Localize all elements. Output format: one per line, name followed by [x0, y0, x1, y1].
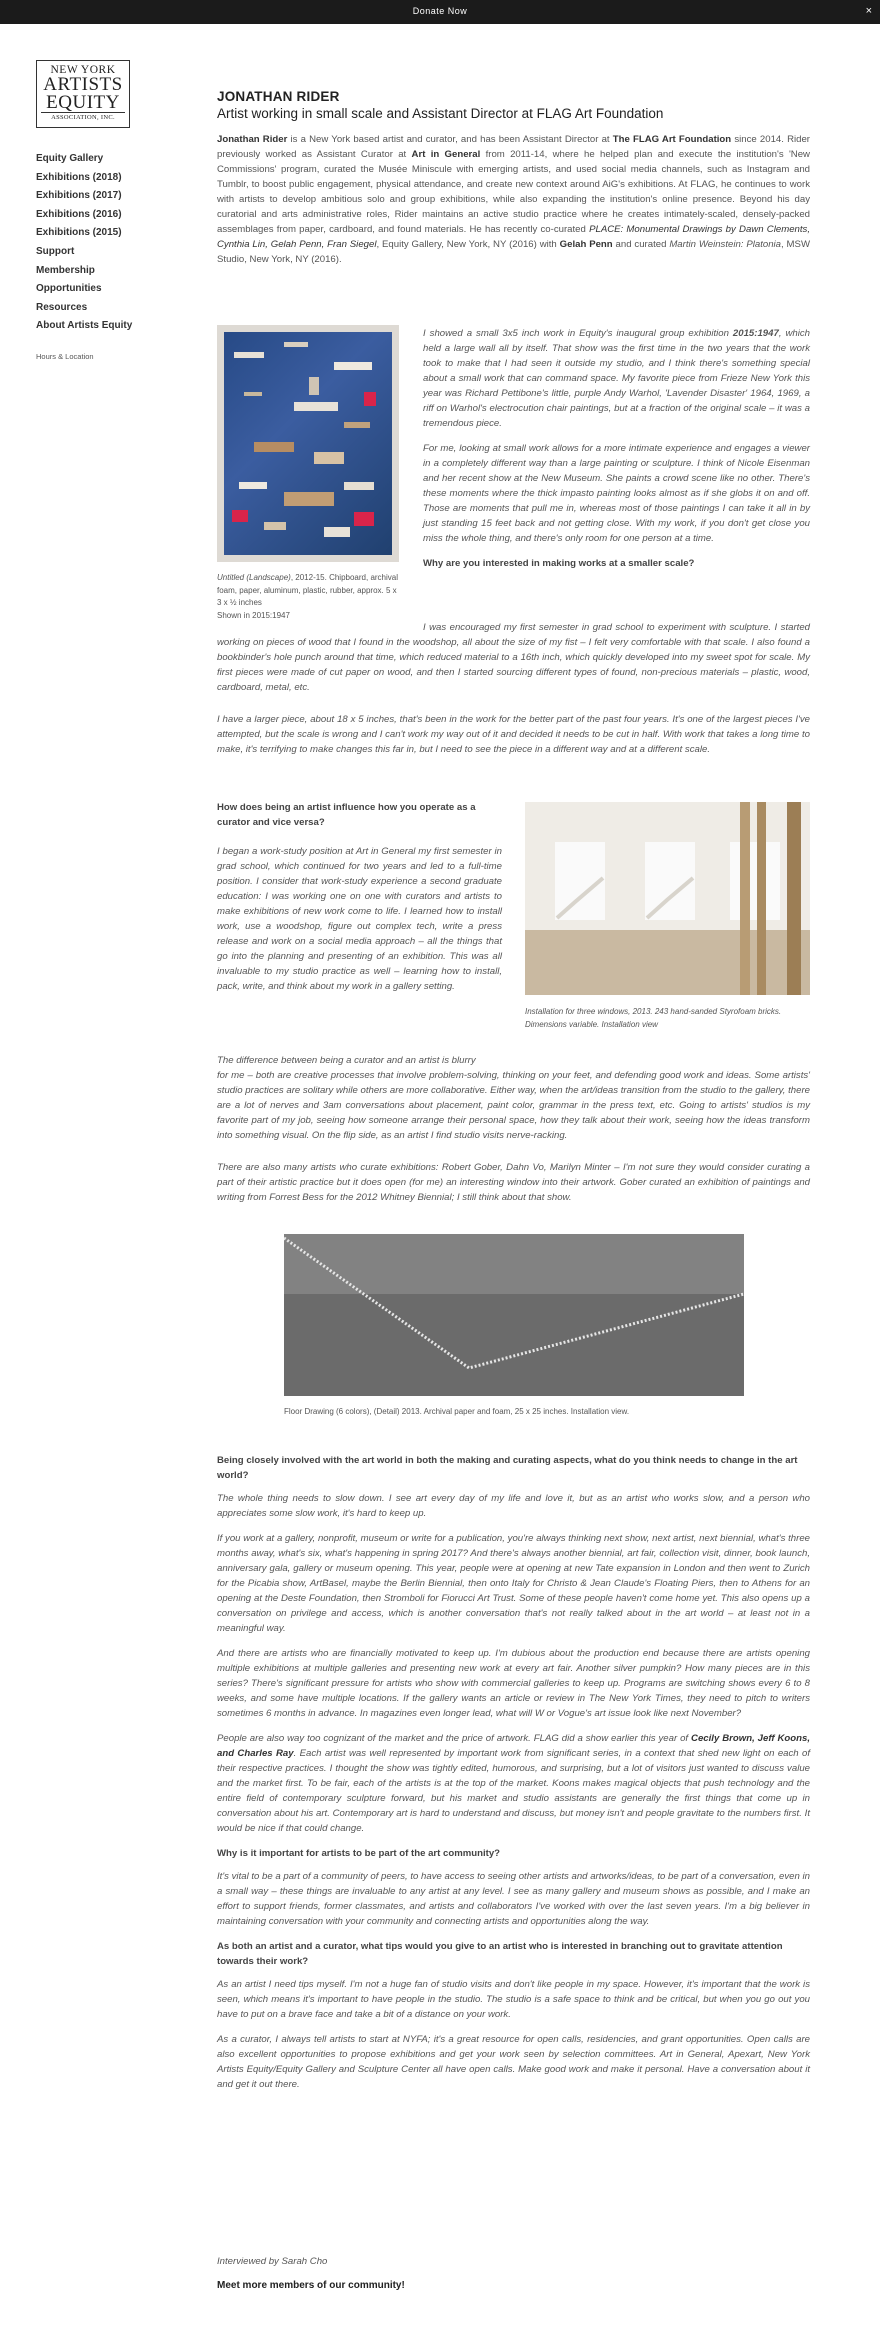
sidebar-nav: [36, 150, 166, 361]
nav-item-exhibitions-2017[interactable]: Exhibitions (2017): [36, 190, 122, 202]
p1-show-name: 2015:1947: [732, 328, 779, 339]
paragraph-13: As an artist I need tips myself. I'm not a huge fan of studio visits and don't like people in my space. However, it's important that the work is seen, which means it's important to have people in the studio. The studio is a safe space to think and be critical, but when you go out you have to put on a brave face and take a bit of a distance on your work.: [217, 1979, 810, 2020]
paragraph-8: The whole thing needs to slow down. I see art every day of my life and love it, but as an artist who works slow, and a person who appreciates some slow work, it's hard to keep up.: [217, 1493, 810, 1519]
nav-item-opportunities[interactable]: Opportunities: [36, 283, 102, 295]
bio-show-title-2: Martin Weinstein: Platonia: [669, 239, 782, 250]
caption-1-shown: Shown in 2015:1947: [217, 610, 290, 620]
meet-members-link[interactable]: Meet more members of our community!: [217, 2280, 405, 2291]
question-2: How does being an artist influence how you operate as a curator and vice versa?: [217, 802, 476, 828]
paragraph-3: I was encouraged my first semester in grad school to experiment with sculpture. I started working on pieces of wood that I found in the woodshop, all about the size of my fist – I felt very comfortable with that scale. I also found a bookbinder's hole punch around that time, which reduced material to a 16th inch, which quickly developed into my sweet spot for scale. My first pieces were made of cut paper on wood, and then I started sourcing different types of found, non-precious materials – plastic, wood, cardboard, metal, etc.: [217, 622, 810, 693]
floor-drawing: [284, 1234, 744, 1396]
paragraph-14: As a curator, I always tell artists to start at NYFA; it's a great resource for open calls, residencies, and grant opportunities. Open calls are also excellent opportunities to propose exhibitions and get your work seen by selection committees. Art in General, Apexart, New York Artists Equity/Equity Gallery and Sculpture Center all have open calls. Make good work and make it personal. Have a conversation about it and get it out there.: [217, 2034, 810, 2090]
bio-show-title: PLACE: Monumental Drawings by Dawn Clements, Cynthia Lin, Gelah Penn, Fran Siegel: [217, 224, 810, 250]
page-title: JONATHAN RIDER: [217, 89, 340, 104]
nav-item-support[interactable]: Support: [36, 245, 75, 257]
bio-link-flag[interactable]: The FLAG Art Foundation: [612, 134, 732, 145]
logo-line-2: ARTISTS: [43, 74, 123, 95]
paragraph-9: If you work at a gallery, nonprofit, museum or write for a publication, you're always thinking next show, next artist, next biennial, what's three months away, what's six, what's happening in spring 2017? And there's always another biennial, art fair, collection visit, dinner, book launch, anniversary gala, gallery or museum opening. This year, people were at opening at new Tate expansion in London and then went to Zurich for the Picabia show, ArtBasel, maybe the Berlin Biennial, then onto Italy for Christo & Jean Claude's Floating Piers, then to Athens for an opening at the Deste Foundation, then Stromboli for Fiorucci Art Trust. Some of these people haven't come home yet. This also opens up a conversation on privilege and access, which is another conversation that's not really talked about in the art world – at least not in a meaningful way.: [217, 1533, 810, 1634]
artwork-image-untitled-landscape: [217, 325, 399, 562]
nav-item-membership[interactable]: Membership: [36, 264, 95, 276]
nav-item-about[interactable]: About Artists Equity: [36, 320, 133, 332]
nav-item-exhibitions-2016[interactable]: Exhibitions (2016): [36, 208, 122, 220]
p11-artists: Cecily Brown, Jeff Koons, and Charles Ray: [217, 1733, 810, 1759]
artwork-caption-3: Floor Drawing (6 colors), (Detail) 2013. Archival paper and foam, 25 x 25 inches. Installation view.: [284, 1407, 630, 1416]
assemblage-pattern: [224, 332, 392, 555]
paragraph-4: I have a larger piece, about 18 x 5 inches, that's been in the work for the better part of the past four years. It's one of the largest pieces I've attempted, but the scale is wrong and I can't work my way out of it and decided it needs to be cut in half. With work that takes a long time to make, it's terrifying to make changes this far in, but I need to see the piece in a different way and at a different scale.: [217, 714, 810, 755]
p11-text-c: . Each artist was well represented by important work from significant series, in a context that shed new light on each of their respective practices. I thought the show was tightly edited, humorous, and surprising, but a lot of visitors just wanted to discuss value and the market first. To be fair, each of the artists is at the top of the market. Koons makes magical objects that push technology and the entire field of contemporary sculpture forward, but his market and studio assistants are generally the first things that come up in conversation about his art. Contemporary art is hard to understand and discuss, but money isn't and people gravitate to the numbers first. It would be nice if that could change.: [217, 1748, 810, 1834]
caption-1-title: Untitled (Landscape): [217, 573, 291, 582]
p1-text-a: I showed a small 3x5 inch work in Equity's inaugural group exhibition: [423, 328, 733, 339]
bio-text-4: , Equity Gallery, New York, NY (2016) with: [376, 239, 560, 250]
question-5: As both an artist and a curator, what tips would you give to an artist who is interested in branching out to gravitate attention towards their work?: [217, 1941, 783, 1967]
bio-name: Jonathan Rider: [217, 134, 288, 145]
caption-1-details: , 2012-15. Chipboard, archival foam, paper, aluminum, plastic, rubber, approx. 5 x 3 x ½ inches: [217, 573, 399, 607]
installation-image-three-windows: [525, 802, 810, 995]
logo-line-4: ASSOCIATION, INC.: [41, 112, 125, 122]
logo[interactable]: [36, 60, 130, 128]
answer-block-1: [423, 326, 810, 571]
bio-text-2: since 2014. Rider previously worked as Assistant Curator at: [217, 134, 810, 160]
question-1: Why are you interested in making works at a smaller scale?: [423, 558, 695, 569]
article: [217, 88, 810, 267]
donate-now-link[interactable]: Donate Now: [412, 6, 468, 16]
bio-link-penn[interactable]: Gelah Penn: [559, 239, 613, 250]
paragraph-6-lead: The difference between being a curator and an artist is blurry: [217, 1055, 476, 1066]
question-3: Being closely involved with the art world in both the making and curating aspects, what do you think needs to change in the art world?: [217, 1455, 798, 1481]
p11-text-a: People are also way too cognizant of the market and the price of artwork. FLAG did a show earlier this year of: [217, 1733, 692, 1744]
paragraph-5: I began a work-study position at Art in General my first semester in grad school, which continued for two years and led to a full-time position. I consider that work-study experience a second graduate education: I was working one on one with curators and artists to make exhibitions of new work come to life. I learned how to install work, use a woodshop, figure out complex tech, write a press release and work on a social media approach – all the things that go into the planning and presenting of an exhibition. This was all invaluable to my studio practice as well – learning how to install, pack, write, and think about my work in a gallery setting.: [217, 846, 502, 992]
bio-link-aig[interactable]: Art in General: [411, 149, 481, 160]
paragraph-2: For me, looking at small work allows for a more intimate experience and engages a viewer in a completely different way than a large painting or sculpture. I think of Nicole Eisenman and her recent show at the New Museum. She paints a crowd scene like no other. There's these moments where the thick impasto painting looks almost as if she globs it on and off. Those are moments that pull me in, whereas most of those paintings I can take it all in by just standing 15 feet back and not getting close. With my work, if you don't get close you miss the whole thing, and there's only room for one person at a time.: [423, 443, 810, 544]
p1-text-c: , which held a large wall all by itself. That show was the first time in the two years that the work took to make that I had seen it outside my studio, and I think there's something special about a small work that can command space. My favorite piece from Frieze New York this year was Richard Pettibone's little, purple Andy Warhol, 'Lavender Disaster' 1964, 1969, a riff on Warhol's electrocution chair paintings, but at a fraction of the original scale – it was a tremendous piece.: [423, 328, 810, 429]
bio-text-5: and curated: [612, 239, 670, 250]
paragraph-7: There are also many artists who curate exhibitions: Robert Gober, Dahn Vo, Marilyn Minter – I'm not sure they would consider curating a part of their artistic practice but it does open (for me) an interesting window into their artwork. Gober curated an exhibition of paintings and writing from Forrest Bess for the 2012 Whitney Biennial; I still think about that show.: [217, 1162, 810, 1203]
installation-image-floor-drawing: [284, 1234, 744, 1396]
artist-bio: [217, 132, 810, 267]
bio-text-6: , MSW Studio, New York, NY (2016).: [217, 239, 811, 265]
page-subtitle: Artist working in small scale and Assistant Director at FLAG Art Foundation: [217, 106, 664, 121]
bio-text-3: from 2011-14, where he helped plan and execute the institution's 'New Commissions' program, curated the Musée Miniscule with emerging artists, and used social media channels, such as Instagram and Tumblr, to boost public engagement, physical attendance, and create new context around AiG's exhibitions. At FLAG, he continues to work with artists to develop ambitious solo and group exhibitions, while also expanding the institution's online presence. Beyond his day curatorial and arts administrative roles, Rider maintains an active studio practice where he creates intimately-scaled, densely-packed assemblages from paper, cardboard, and found materials. He has recently co-curated: [217, 149, 810, 235]
donate-banner: [0, 0, 880, 24]
nav-item-exhibitions-2018[interactable]: Exhibitions (2018): [36, 171, 122, 183]
paragraph-12: It's vital to be a part of a community of peers, to have access to seeing other artists and artworks/ideas, to be part of a conversation, even in a small way – these things are invaluable to any artist at any level. I see as many gallery and museum shows as possible, and I make an effort to support friends, former classmates, and artists and collaborators I've worked with over the last seven years. I'm a big believer in maintaining conversation with your community and connecting artists and opportunities along the way.: [217, 1871, 810, 1927]
artwork-caption-1: [217, 572, 399, 622]
nav-item-exhibitions-2015[interactable]: Exhibitions (2015): [36, 227, 122, 239]
nav-item-resources[interactable]: Resources: [36, 301, 88, 313]
answer-block-final: [217, 1453, 810, 2092]
bio-text-1: is a New York based artist and curator, and has been Assistant Director at: [287, 134, 613, 145]
artwork-caption-2: Installation for three windows, 2013. 243 hand-sanded Styrofoam bricks. Dimensions variable. Installation view: [525, 1007, 782, 1029]
question-4: Why is it important for artists to be part of the art community?: [217, 1848, 501, 1859]
room-drawing: [525, 802, 810, 995]
logo-line-1: NEW YORK: [50, 64, 116, 76]
interviewer-credit: Interviewed by Sarah Cho: [217, 2256, 328, 2267]
paragraph-1: [423, 326, 810, 431]
paragraph-6: for me – both are creative processes that involve problem-solving, thinking on your feet, and defending good work and ideas. Some artists' studio practices are solitary while others are more collaborative. Either way, when the art/ideas transition from the studio to the gallery, there are a lot of nerves and 3am conversations about placement, paint color, grammar in the press text, etc. Going to artists' studios is my favorite part of my job, seeing how someone arrange their personal space, how they talk about their work, seeing how the ideas transform into something visual. On the flip side, as an artist I find studio visits nerve-racking.: [217, 1070, 810, 1141]
nav-item-equity-gallery[interactable]: Equity Gallery: [36, 153, 104, 164]
artwork-assemblage: [224, 332, 392, 555]
logo-line-3: EQUITY: [46, 92, 120, 113]
hours-location-link[interactable]: Hours & Location: [36, 351, 94, 361]
close-icon[interactable]: ×: [865, 5, 872, 17]
paragraph-11: [217, 1731, 810, 1836]
paragraph-10: And there are artists who are financially motivated to keep up. I'm dubious about the production end because there are artists opening multiple exhibitions at multiple galleries and presenting new work at every art fair. Another silver pumpkin? How many pieces are in this series? There's significant pressure for artists who show with commercial galleries to keep up. Programs are switching shows every 6 to 8 weeks, and some have multiple locations. If the gallery wants an article or review in The New York Times, they need to pitch to writers sometimes 6 months in advance. In magazines even longer lead, what will W or Vogue's art issue look like next November?: [217, 1648, 810, 1719]
